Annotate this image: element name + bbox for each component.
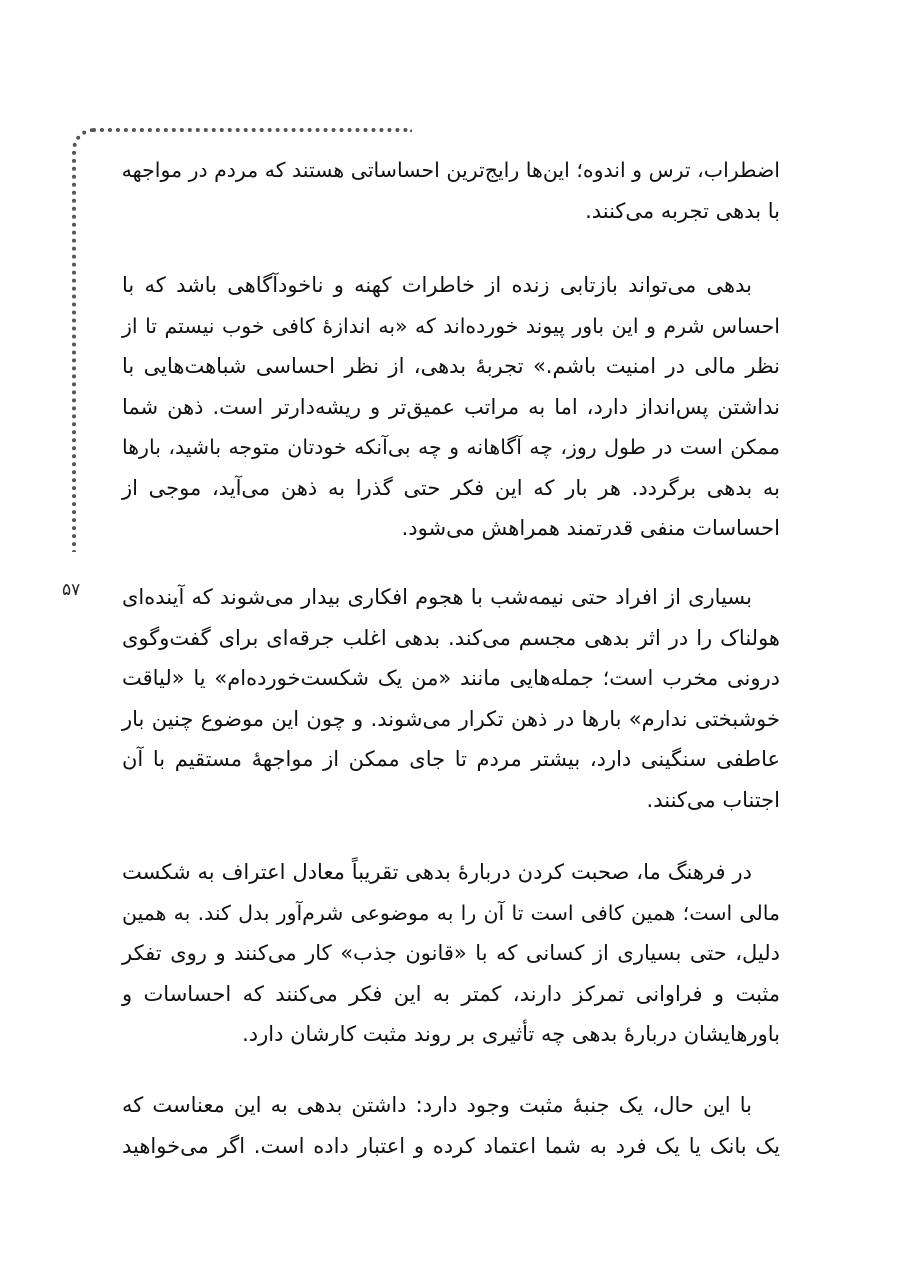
page-number: ۵۷ — [62, 580, 81, 600]
text-line: به بدهی برگردد. هر بار که این فکر حتی گذرا به ذهن می‌آید، موجی از — [122, 475, 780, 500]
text-line: دلیل، حتی بسیاری از کسانی که با «قانون جذب» کار می‌کنند و روی تفکر — [122, 941, 780, 965]
paragraph-1 — [122, 150, 780, 231]
text-line: بدهی می‌تواند بازتابی زنده از خاطرات کهنه و ناخودآگاهی باشد که با — [122, 273, 752, 297]
paragraph-5 — [122, 1085, 780, 1166]
paragraph-4 — [122, 852, 780, 1055]
text-line: نظر مالی در امنیت باشم.» تجربهٔ بدهی، از نظر احساسی شباهت‌هایی با — [122, 354, 780, 378]
text-line: مثبت و فراوانی تمرکز دارند، کمتر به این فکر می‌کنند که احساسات و — [122, 981, 780, 1006]
text-line: اجتناب می‌کنند. — [646, 787, 780, 812]
text-line: ممکن است در طول روز، چه آگاهانه و چه بی‌آنکه خودتان متوجه باشید، بارها — [122, 435, 780, 459]
text-line: درونی مخرب است؛ جمله‌هایی مانند «من یک شکست‌خورده‌ام» یا «لیاقت — [122, 666, 780, 690]
text-line: نداشتن پس‌انداز دارد، اما به مراتب عمیق‌تر و ریشه‌دارتر است. ذهن شما — [122, 394, 780, 419]
text-line: مالی است؛ همین کافی است تا آن را به موضوعی شرم‌آور بدل کند. به همین — [122, 900, 780, 925]
paragraph-2 — [122, 265, 780, 549]
text-line: با بدهی تجربه می‌کنند. — [585, 198, 780, 223]
text-line: اضطراب، ترس و اندوه؛ این‌ها رایج‌ترین احساساتی هستند که مردم در مواجهه — [121, 158, 780, 182]
text-line: احساس شرم و این باور پیوند خورده‌اند که «به اندازهٔ کافی خوب نیستم تا از — [122, 313, 780, 338]
text-line: عاطفی سنگینی دارد، بیشتر مردم تا جای ممکن از مواجههٔ مستقیم با آن — [122, 747, 780, 771]
text-line: هولناک را در اثر بدهی مجسم می‌کند. بدهی اغلب جرقه‌ای برای گفت‌وگوی — [122, 625, 780, 650]
text-line: یک بانک یا یک فرد به شما اعتماد کرده و اعتبار داده است. اگر می‌خواهید — [122, 1133, 780, 1158]
text-line: در فرهنگ ما، صحبت کردن دربارهٔ بدهی تقریباً معادل اعتراف به شکست — [122, 860, 752, 884]
text-line: باورهایشان دربارهٔ بدهی چه تأثیری بر روند مثبت کارشان دارد. — [242, 1022, 780, 1046]
text-line: بسیاری از افراد حتی نیمه‌شب با هجوم افکاری بیدار می‌شوند که آینده‌ای — [122, 585, 752, 609]
paragraph-3 — [122, 577, 780, 820]
text-line: احساسات منفی قدرتمند همراهش می‌شود. — [401, 516, 780, 540]
text-line: با این حال، یک جنبهٔ مثبت وجود دارد: داشتن بدهی به این معناست که — [122, 1093, 752, 1117]
text-line: خوشبختی ندارم» بارها در ذهن تکرار می‌شوند. و چون این موضوع چنین بار — [122, 706, 780, 731]
